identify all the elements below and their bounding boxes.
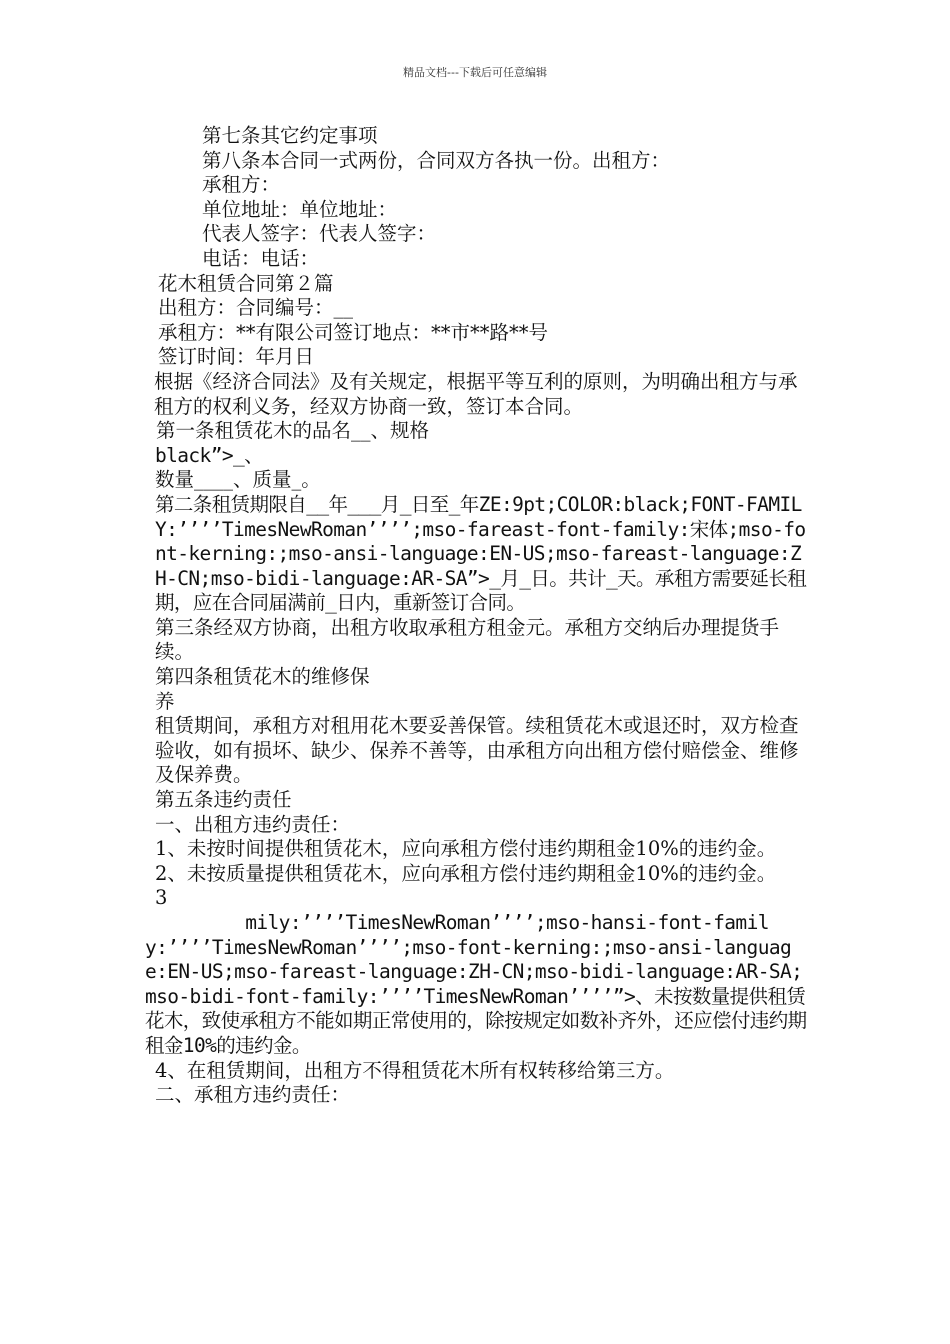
lessee-liability-title: 二、承租方违约责任： (155, 1083, 351, 1107)
article-4-body: 租赁期间，承租方对租用花木要妥善保管。续租赁花木或退还时，双方检查验收，如有损坏、缺少、保养不善等，由承租方向出租方偿付赔偿金、维修及保养费。 (155, 714, 799, 787)
lessor-line: 出租方：合同编号：__ (158, 296, 354, 320)
article-2: 第二条租赁期限自__年___月_日至_年ZE:9pt;COLOR:black;FONT-FAMILY:’’’’TimesNewRoman’’’’;mso-fareast-font-family:宋体;mso-font-kerning:;mso-ansi-language:EN-US;mso-fareast-language:ZH-CN;mso-bidi-language:AR-SA”>_月_日。共计_天。承租方需要延长租期，应在合同届满前_日内，重新签订合同。 (155, 492, 807, 615)
preamble: 根据《经济合同法》及有关规定，根据平等互利的原则，为明确出租方与承租方的权利义务，经双方协商一致，签订本合同。 (154, 369, 798, 418)
liability-item-4: 4、在租赁期间，出租方不得租赁花木所有权转移给第三方。 (155, 1058, 675, 1082)
liability-item-3: mily:’’’’TimesNewRoman’’’’;mso-hansi-font-family:’’’’TimesNewRoman’’’’;mso-font-kerning:;mso-ansi-language:EN-US;mso-fareast-language:ZH-CN;mso-bidi-language:AR-SA;mso-bidi-font-family:’’’’TimesNewRoman’’’’”>、未按数量提供租赁花木，致使承租方不能如期正常使用的，除按规定如数补齐外，还应偿付违约期租金10%的违约金。 (145, 911, 807, 1057)
signature-line: 代表人签字：代表人签字： (202, 222, 437, 246)
sign-date-line: 签订时间：年月日 (158, 345, 315, 369)
article-4-title: 第四条租赁花木的维修保 (155, 665, 370, 689)
article-5-title: 第五条违约责任 (155, 788, 292, 812)
artifact-text-1: black”>_、 (155, 443, 264, 467)
lessee-company-line: 承租方：**有限公司签订地点：**市**路**号 (158, 320, 549, 344)
document-body (145, 124, 810, 1108)
liability-item-1: 1、未按时间提供租赁花木，应向承租方偿付违约期租金10%的违约金。 (155, 837, 777, 861)
liability-item-2: 2、未按质量提供租赁花木，应向承租方偿付违约期租金10%的违约金。 (155, 861, 777, 885)
article-3: 第三条经双方协商，出租方收取承租方租金元。承租方交纳后办理提货手续。 (155, 615, 780, 664)
lessor-liability-title: 一、出租方违约责任： (155, 812, 351, 836)
article-4-title-cont: 养 (155, 689, 175, 713)
address-line: 单位地址：单位地址： (202, 197, 398, 221)
section-title: 花木租赁合同第２篇 (158, 271, 334, 295)
quantity-line: 数量____、质量_。 (155, 468, 321, 492)
page-header: 精品文档---下载后可任意编辑 (403, 66, 547, 79)
clause-8: 第八条本合同一式两份，合同双方各执一份。出租方： (202, 148, 671, 172)
article-1: 第一条租赁花木的品名__、规格 (156, 419, 430, 443)
clause-7: 第七条其它约定事项 (202, 124, 378, 147)
lessee-line: 承租方： (202, 173, 281, 197)
phone-line: 电话：电话： (202, 246, 320, 270)
liability-item-3-number: 3 (155, 886, 168, 910)
